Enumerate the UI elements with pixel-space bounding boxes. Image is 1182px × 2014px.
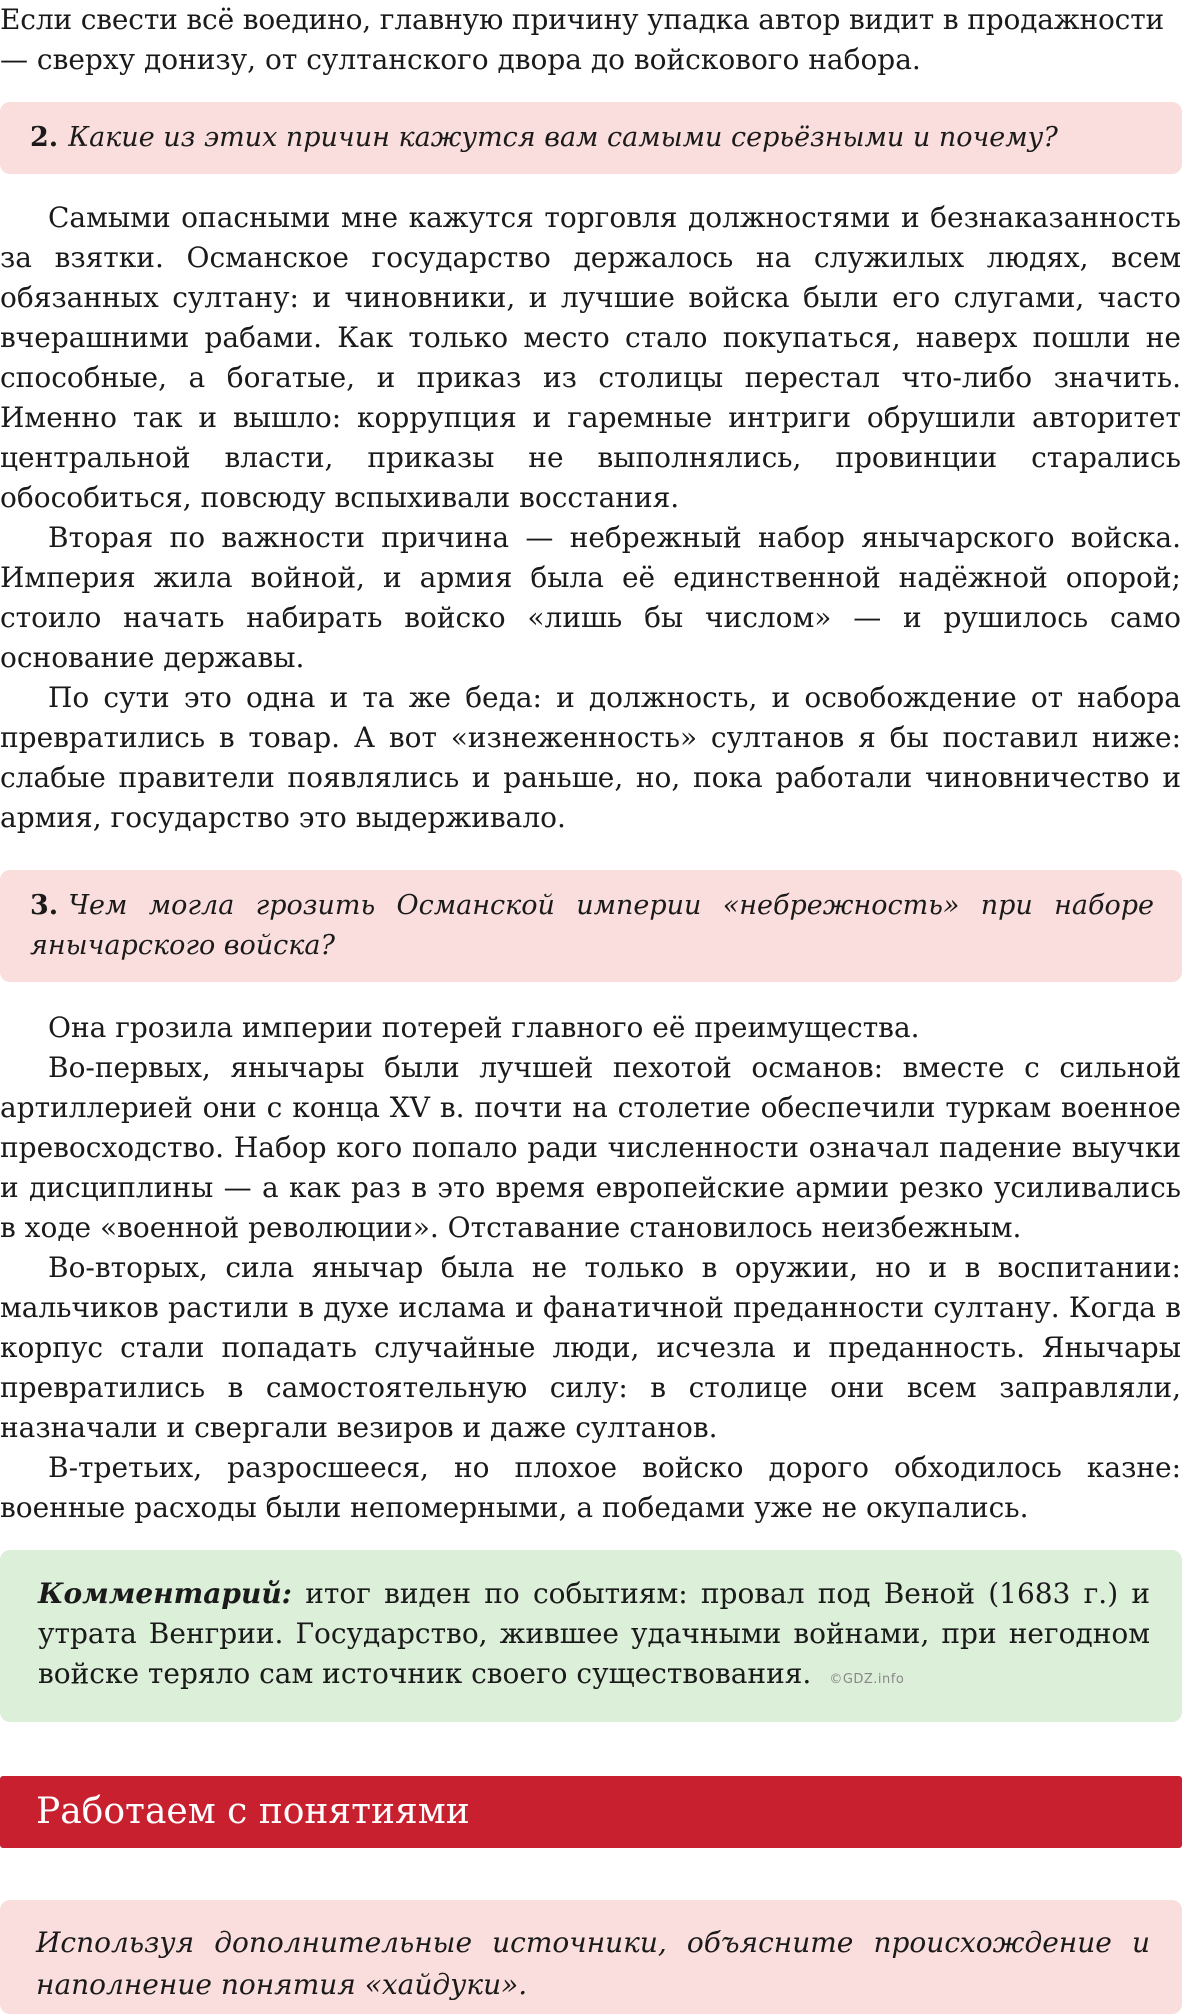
intro-line-1: Если свести всё воедино, главную причину упадка автор видит в продажности: [0, 3, 1165, 36]
answer-3-paragraph-2: Во-первых, янычары были лучшей пехотой османов: вместе с сильной артиллерией они с конца XV в. почти на столетие обеспечили туркам военное превосходство. Набор кого попало ради численности означал падение выучки и дисциплины — а как раз в это время европейские армии резко усиливались в ходе «военной революции». Отставание становилось неизбежным.: [0, 1051, 1181, 1244]
question-2-text: Какие из этих причин кажутся вам самыми серьёзными и почему?: [68, 122, 1058, 153]
answer-3: [0, 1008, 1182, 1528]
answer-2: [0, 198, 1182, 838]
answer-2-paragraph-2: Вторая по важности причина — небрежный набор янычарского войска. Империя жила войной, и армия была её единственной надёжной опорой; стоило начать набирать войско «лишь бы числом» — и рушилось само основание державы.: [0, 521, 1181, 674]
question-3-text: Чем могла грозить Османской империи «небрежность» при наборе янычарского войска?: [30, 890, 1154, 961]
comment-box: [0, 1550, 1182, 1722]
section-banner: [0, 1776, 1182, 1848]
comment-lead: Комментарий:: [38, 1577, 293, 1610]
answer-3-paragraph-3: Во-вторых, сила янычар была не только в оружии, но и в воспитании: мальчиков растили в духе ислама и фанатичной преданности султану. Когда в корпус стали попадать случайные люди, исчезла и преданность. Янычары превратились в самостоятельную силу: в столице они всем заправляли, назначали и свергали везиров и даже султанов.: [0, 1251, 1181, 1444]
question-2-box: [0, 102, 1182, 174]
answer-2-paragraph-1: Самыми опасными мне кажутся торговля должностями и безнаказанность за взятки. Османское государство держалось на служилых людях, всем обязанных султану: и чиновники, и лучшие войска были его слугами, часто вчерашними рабами. Как только место стало покупаться, наверх пошли не способные, а богатые, и приказ из столицы перестал что-либо значить. Именно так и вышло: коррупция и гаремные интриги обрушили авторитет центральной власти, приказы не выполнялись, провинции старались обособиться, повсюду вспыхивали восстания.: [0, 201, 1181, 514]
watermark: ©GDZ.info: [829, 1672, 905, 1687]
answer-3-paragraph-4: В-третьих, разросшееся, но плохое войско дорого обходилось казне: военные расходы были непомерными, а победами уже не окупались.: [0, 1451, 1181, 1524]
task-text: Используя дополнительные источники, объясните происхождение и наполнение понятия «хайдуки».: [36, 1926, 1150, 2001]
question-3-number: 3.: [30, 890, 59, 921]
intro-paragraph: [0, 0, 1182, 80]
question-2-number: 2.: [30, 122, 59, 153]
task-box: [0, 1900, 1182, 2014]
answer-3-paragraph-1: Она грозила империи потерей главного её преимущества.: [48, 1011, 920, 1044]
answer-2-paragraph-3: По сути это одна и та же беда: и должность, и освобождение от набора превратились в товар. А вот «изнеженность» султанов я бы поставил ниже: слабые правители появлялись и раньше, но, пока работали чиновничество и армия, государство это выдерживало.: [0, 681, 1181, 834]
section-title: Работаем с понятиями: [36, 1791, 470, 1832]
question-3-box: [0, 870, 1182, 982]
intro-line-2: — сверху донизу, от султанского двора до войскового набора.: [0, 43, 921, 76]
comment-text: итог виден по событиям: провал под Веной (1683 г.) и утрата Венгрии. Государство, жившее удачными войнами, при негодном войске теряло сам источник своего существования.: [38, 1577, 1151, 1690]
